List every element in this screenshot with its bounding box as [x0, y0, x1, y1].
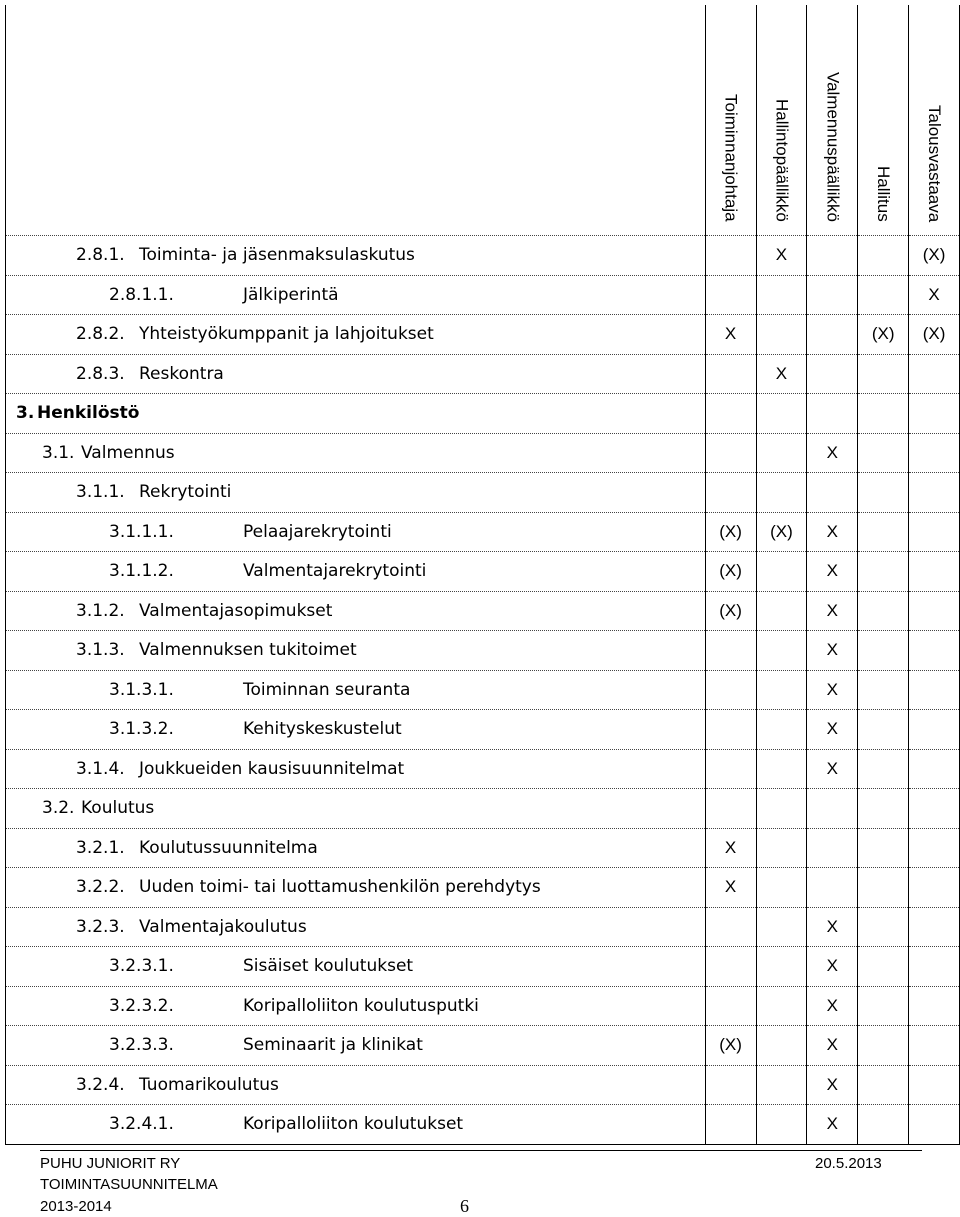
- row-label-cell: [6, 591, 706, 631]
- role-mark-cell: [705, 354, 756, 394]
- row-title: Valmentajasopimukset: [139, 600, 333, 621]
- row-number: 3.2.3.3.: [109, 1035, 174, 1056]
- role-mark-cell: [909, 868, 960, 908]
- role-mark-cell: (X): [909, 315, 960, 355]
- role-mark-cell: [756, 591, 807, 631]
- row-number: 3.2.: [42, 798, 75, 819]
- row-number: 3.2.4.1.: [109, 1114, 174, 1135]
- header-text: Hallintopäällikkö: [772, 99, 792, 222]
- role-mark-cell: [807, 473, 858, 513]
- table-row: [6, 710, 960, 750]
- role-mark-cell: [909, 749, 960, 789]
- role-mark-cell: [756, 670, 807, 710]
- row-number: 3.1.3.1.: [109, 679, 174, 700]
- role-mark-cell: [756, 394, 807, 434]
- row-number: 2.8.1.1.: [109, 284, 174, 305]
- row-title: Valmentajakoulutus: [139, 916, 307, 937]
- role-mark-cell: [756, 433, 807, 473]
- row-title: Reskontra: [139, 363, 224, 384]
- role-mark-cell: [909, 986, 960, 1026]
- role-mark-cell: [909, 947, 960, 987]
- table-row: [6, 631, 960, 671]
- role-mark-cell: [705, 710, 756, 750]
- table-row: [6, 591, 960, 631]
- table-row: [6, 1026, 960, 1066]
- row-label-cell: [6, 512, 706, 552]
- row-label-cell: [6, 1026, 706, 1066]
- role-mark-cell: X: [705, 868, 756, 908]
- row-label-cell: [6, 947, 706, 987]
- role-mark-cell: X: [807, 1065, 858, 1105]
- role-mark-cell: X: [807, 552, 858, 592]
- role-mark-cell: [807, 315, 858, 355]
- row-title: Valmentajarekrytointi: [243, 561, 427, 582]
- table-row: [6, 986, 960, 1026]
- role-mark-cell: [807, 868, 858, 908]
- row-label-cell: [6, 670, 706, 710]
- row-number: 3.1.1.1.: [109, 521, 174, 542]
- role-mark-cell: [756, 749, 807, 789]
- role-mark-cell: X: [705, 828, 756, 868]
- table-row: [6, 947, 960, 987]
- role-mark-cell: [705, 1105, 756, 1145]
- row-label-cell: [6, 236, 706, 276]
- role-mark-cell: [756, 947, 807, 987]
- role-mark-cell: [858, 552, 909, 592]
- row-number: 3.: [16, 403, 35, 424]
- role-mark-cell: [858, 631, 909, 671]
- row-title: Uuden toimi- tai luottamushenkilön perehdytys: [139, 877, 541, 898]
- row-number: 3.1.2.: [76, 600, 125, 621]
- role-mark-cell: [756, 868, 807, 908]
- row-number: 3.1.1.: [76, 482, 125, 503]
- role-mark-cell: [807, 236, 858, 276]
- role-mark-cell: X: [807, 907, 858, 947]
- table-row: [6, 315, 960, 355]
- footer-doc: TOIMINTASUUNNITELMA: [40, 1176, 218, 1193]
- row-number: 2.8.1.: [76, 245, 125, 266]
- row-number: 3.2.1.: [76, 837, 125, 858]
- header-hallintopaallikko: [756, 5, 807, 236]
- role-mark-cell: [756, 1065, 807, 1105]
- table-row: [6, 907, 960, 947]
- role-mark-cell: [858, 947, 909, 987]
- role-mark-cell: [858, 1026, 909, 1066]
- table-row: [6, 394, 960, 434]
- role-mark-cell: X: [807, 947, 858, 987]
- role-mark-cell: [909, 1065, 960, 1105]
- row-label-cell: [6, 868, 706, 908]
- role-mark-cell: X: [807, 670, 858, 710]
- table-row: [6, 236, 960, 276]
- table-row: [6, 828, 960, 868]
- header-hallitus: [858, 5, 909, 236]
- role-mark-cell: [909, 631, 960, 671]
- role-mark-cell: (X): [705, 512, 756, 552]
- role-mark-cell: [756, 710, 807, 750]
- row-label-cell: [6, 907, 706, 947]
- row-number: 3.2.2.: [76, 877, 125, 898]
- role-mark-cell: [909, 552, 960, 592]
- role-mark-cell: X: [756, 236, 807, 276]
- table-row: [6, 354, 960, 394]
- responsibility-table: [5, 5, 960, 1145]
- row-title: Henkilöstö: [37, 403, 140, 424]
- role-mark-cell: [858, 1065, 909, 1105]
- role-mark-cell: (X): [705, 1026, 756, 1066]
- role-mark-cell: [858, 394, 909, 434]
- row-title: Pelaajarekrytointi: [243, 521, 392, 542]
- row-label-cell: [6, 1065, 706, 1105]
- row-title: Jälkiperintä: [243, 284, 339, 305]
- role-mark-cell: [909, 828, 960, 868]
- role-mark-cell: [705, 907, 756, 947]
- table-row: [6, 789, 960, 829]
- role-mark-cell: [756, 631, 807, 671]
- row-title: Tuomarikoulutus: [139, 1074, 279, 1095]
- role-mark-cell: [705, 433, 756, 473]
- role-mark-cell: [705, 275, 756, 315]
- row-title: Toiminta- ja jäsenmaksulaskutus: [139, 245, 415, 266]
- role-mark-cell: [909, 710, 960, 750]
- role-mark-cell: [858, 789, 909, 829]
- header-text: Hallitus: [874, 166, 894, 222]
- table-row: [6, 473, 960, 513]
- row-label-cell: [6, 631, 706, 671]
- role-mark-cell: X: [807, 1105, 858, 1145]
- row-number: 3.1.: [42, 442, 75, 463]
- role-mark-cell: [807, 275, 858, 315]
- role-mark-cell: X: [807, 433, 858, 473]
- role-mark-cell: X: [807, 631, 858, 671]
- row-number: 3.1.1.2.: [109, 561, 174, 582]
- role-mark-cell: [858, 433, 909, 473]
- role-mark-cell: [756, 1105, 807, 1145]
- role-mark-cell: [705, 986, 756, 1026]
- role-mark-cell: [705, 1065, 756, 1105]
- row-number: 2.8.3.: [76, 363, 125, 384]
- role-mark-cell: [909, 354, 960, 394]
- role-mark-cell: [858, 670, 909, 710]
- role-mark-cell: [705, 947, 756, 987]
- header-label-cell: [6, 5, 706, 236]
- role-mark-cell: [909, 591, 960, 631]
- table-row: [6, 1065, 960, 1105]
- header-text: Valmennuspäällikkö: [823, 72, 843, 222]
- footer-rule: [40, 1150, 922, 1151]
- row-title: Koripalloliiton koulutukset: [243, 1114, 464, 1135]
- role-mark-cell: [756, 473, 807, 513]
- row-title: Sisäiset koulutukset: [243, 956, 414, 977]
- role-mark-cell: [807, 789, 858, 829]
- header-toiminnanjohtaja: [705, 5, 756, 236]
- role-mark-cell: [858, 986, 909, 1026]
- row-title: Rekrytointi: [139, 482, 232, 503]
- role-mark-cell: [909, 1105, 960, 1145]
- role-mark-cell: [909, 907, 960, 947]
- table-row: [6, 670, 960, 710]
- role-mark-cell: [756, 275, 807, 315]
- row-number: 3.1.3.: [76, 640, 125, 661]
- role-mark-cell: [909, 433, 960, 473]
- row-title: Koulutussuunnitelma: [139, 837, 318, 858]
- role-mark-cell: (X): [705, 591, 756, 631]
- table-row: [6, 749, 960, 789]
- row-label-cell: [6, 552, 706, 592]
- row-label-cell: [6, 354, 706, 394]
- role-mark-cell: [705, 631, 756, 671]
- row-label-cell: [6, 275, 706, 315]
- header-text: Talousvastaava: [925, 104, 945, 222]
- role-mark-cell: X: [756, 354, 807, 394]
- role-mark-cell: [756, 789, 807, 829]
- role-mark-cell: [807, 354, 858, 394]
- role-mark-cell: (X): [756, 512, 807, 552]
- role-mark-cell: [858, 512, 909, 552]
- role-mark-cell: (X): [909, 236, 960, 276]
- row-label-cell: [6, 315, 706, 355]
- role-mark-cell: (X): [858, 315, 909, 355]
- role-mark-cell: [858, 749, 909, 789]
- role-mark-cell: [756, 1026, 807, 1066]
- role-mark-cell: [858, 828, 909, 868]
- role-mark-cell: [858, 710, 909, 750]
- role-mark-cell: [705, 670, 756, 710]
- role-mark-cell: [807, 828, 858, 868]
- footer-date: 20.5.2013: [815, 1155, 882, 1172]
- role-mark-cell: [909, 789, 960, 829]
- role-mark-cell: [756, 315, 807, 355]
- role-mark-cell: [705, 394, 756, 434]
- role-mark-cell: X: [807, 986, 858, 1026]
- row-label-cell: [6, 789, 706, 829]
- role-mark-cell: X: [909, 275, 960, 315]
- role-mark-cell: [909, 394, 960, 434]
- row-label-cell: [6, 394, 706, 434]
- row-title: Kehityskeskustelut: [243, 719, 402, 740]
- row-label-cell: [6, 473, 706, 513]
- role-mark-cell: [909, 512, 960, 552]
- role-mark-cell: [756, 828, 807, 868]
- role-mark-cell: X: [807, 1026, 858, 1066]
- role-mark-cell: [909, 473, 960, 513]
- table-row: [6, 868, 960, 908]
- row-label-cell: [6, 433, 706, 473]
- header-talousvastaava: [909, 5, 960, 236]
- row-title: Koulutus: [81, 798, 155, 819]
- row-number: 3.1.4.: [76, 758, 125, 779]
- row-title: Seminaarit ja klinikat: [243, 1035, 423, 1056]
- row-title: Joukkueiden kausisuunnitelmat: [139, 758, 405, 779]
- row-title: Yhteistyökumppanit ja lahjoitukset: [139, 324, 434, 345]
- role-mark-cell: [705, 236, 756, 276]
- row-title: Koripalloliiton koulutusputki: [243, 995, 479, 1016]
- table-row: [6, 512, 960, 552]
- row-label-cell: [6, 749, 706, 789]
- role-mark-cell: [858, 868, 909, 908]
- role-mark-cell: [705, 749, 756, 789]
- page-number: 6: [460, 1196, 469, 1216]
- table-row: [6, 1105, 960, 1145]
- role-mark-cell: X: [807, 749, 858, 789]
- row-title: Toiminnan seuranta: [243, 679, 411, 700]
- role-mark-cell: (X): [705, 552, 756, 592]
- row-title: Valmennus: [81, 442, 175, 463]
- role-mark-cell: [807, 394, 858, 434]
- role-mark-cell: [858, 236, 909, 276]
- row-number: 3.2.3.1.: [109, 956, 174, 977]
- role-mark-cell: [858, 591, 909, 631]
- footer-period: 2013-2014: [40, 1198, 112, 1215]
- header-text: Toiminnanjohtaja: [721, 94, 741, 222]
- role-mark-cell: [858, 1105, 909, 1145]
- role-mark-cell: [858, 907, 909, 947]
- role-mark-cell: [705, 789, 756, 829]
- row-label-cell: [6, 710, 706, 750]
- role-mark-cell: [909, 1026, 960, 1066]
- role-mark-cell: [909, 670, 960, 710]
- role-mark-cell: [705, 473, 756, 513]
- footer-org: PUHU JUNIORIT RY: [40, 1155, 181, 1172]
- role-mark-cell: [858, 275, 909, 315]
- row-label-cell: [6, 1105, 706, 1145]
- row-title: Valmennuksen tukitoimet: [139, 640, 357, 661]
- role-mark-cell: [756, 907, 807, 947]
- header-valmennuspaallikko: [807, 5, 858, 236]
- role-mark-cell: X: [807, 512, 858, 552]
- row-number: 3.2.4.: [76, 1074, 125, 1095]
- role-mark-cell: [756, 986, 807, 1026]
- row-number: 2.8.2.: [76, 324, 125, 345]
- table-row: [6, 275, 960, 315]
- role-mark-cell: X: [705, 315, 756, 355]
- header-row: [6, 5, 960, 236]
- row-label-cell: [6, 828, 706, 868]
- role-mark-cell: X: [807, 710, 858, 750]
- role-mark-cell: [756, 552, 807, 592]
- table-row: [6, 433, 960, 473]
- row-number: 3.2.3.: [76, 916, 125, 937]
- role-mark-cell: [858, 473, 909, 513]
- row-number: 3.1.3.2.: [109, 719, 174, 740]
- table-row: [6, 552, 960, 592]
- role-mark-cell: X: [807, 591, 858, 631]
- row-label-cell: [6, 986, 706, 1026]
- role-mark-cell: [858, 354, 909, 394]
- row-number: 3.2.3.2.: [109, 995, 174, 1016]
